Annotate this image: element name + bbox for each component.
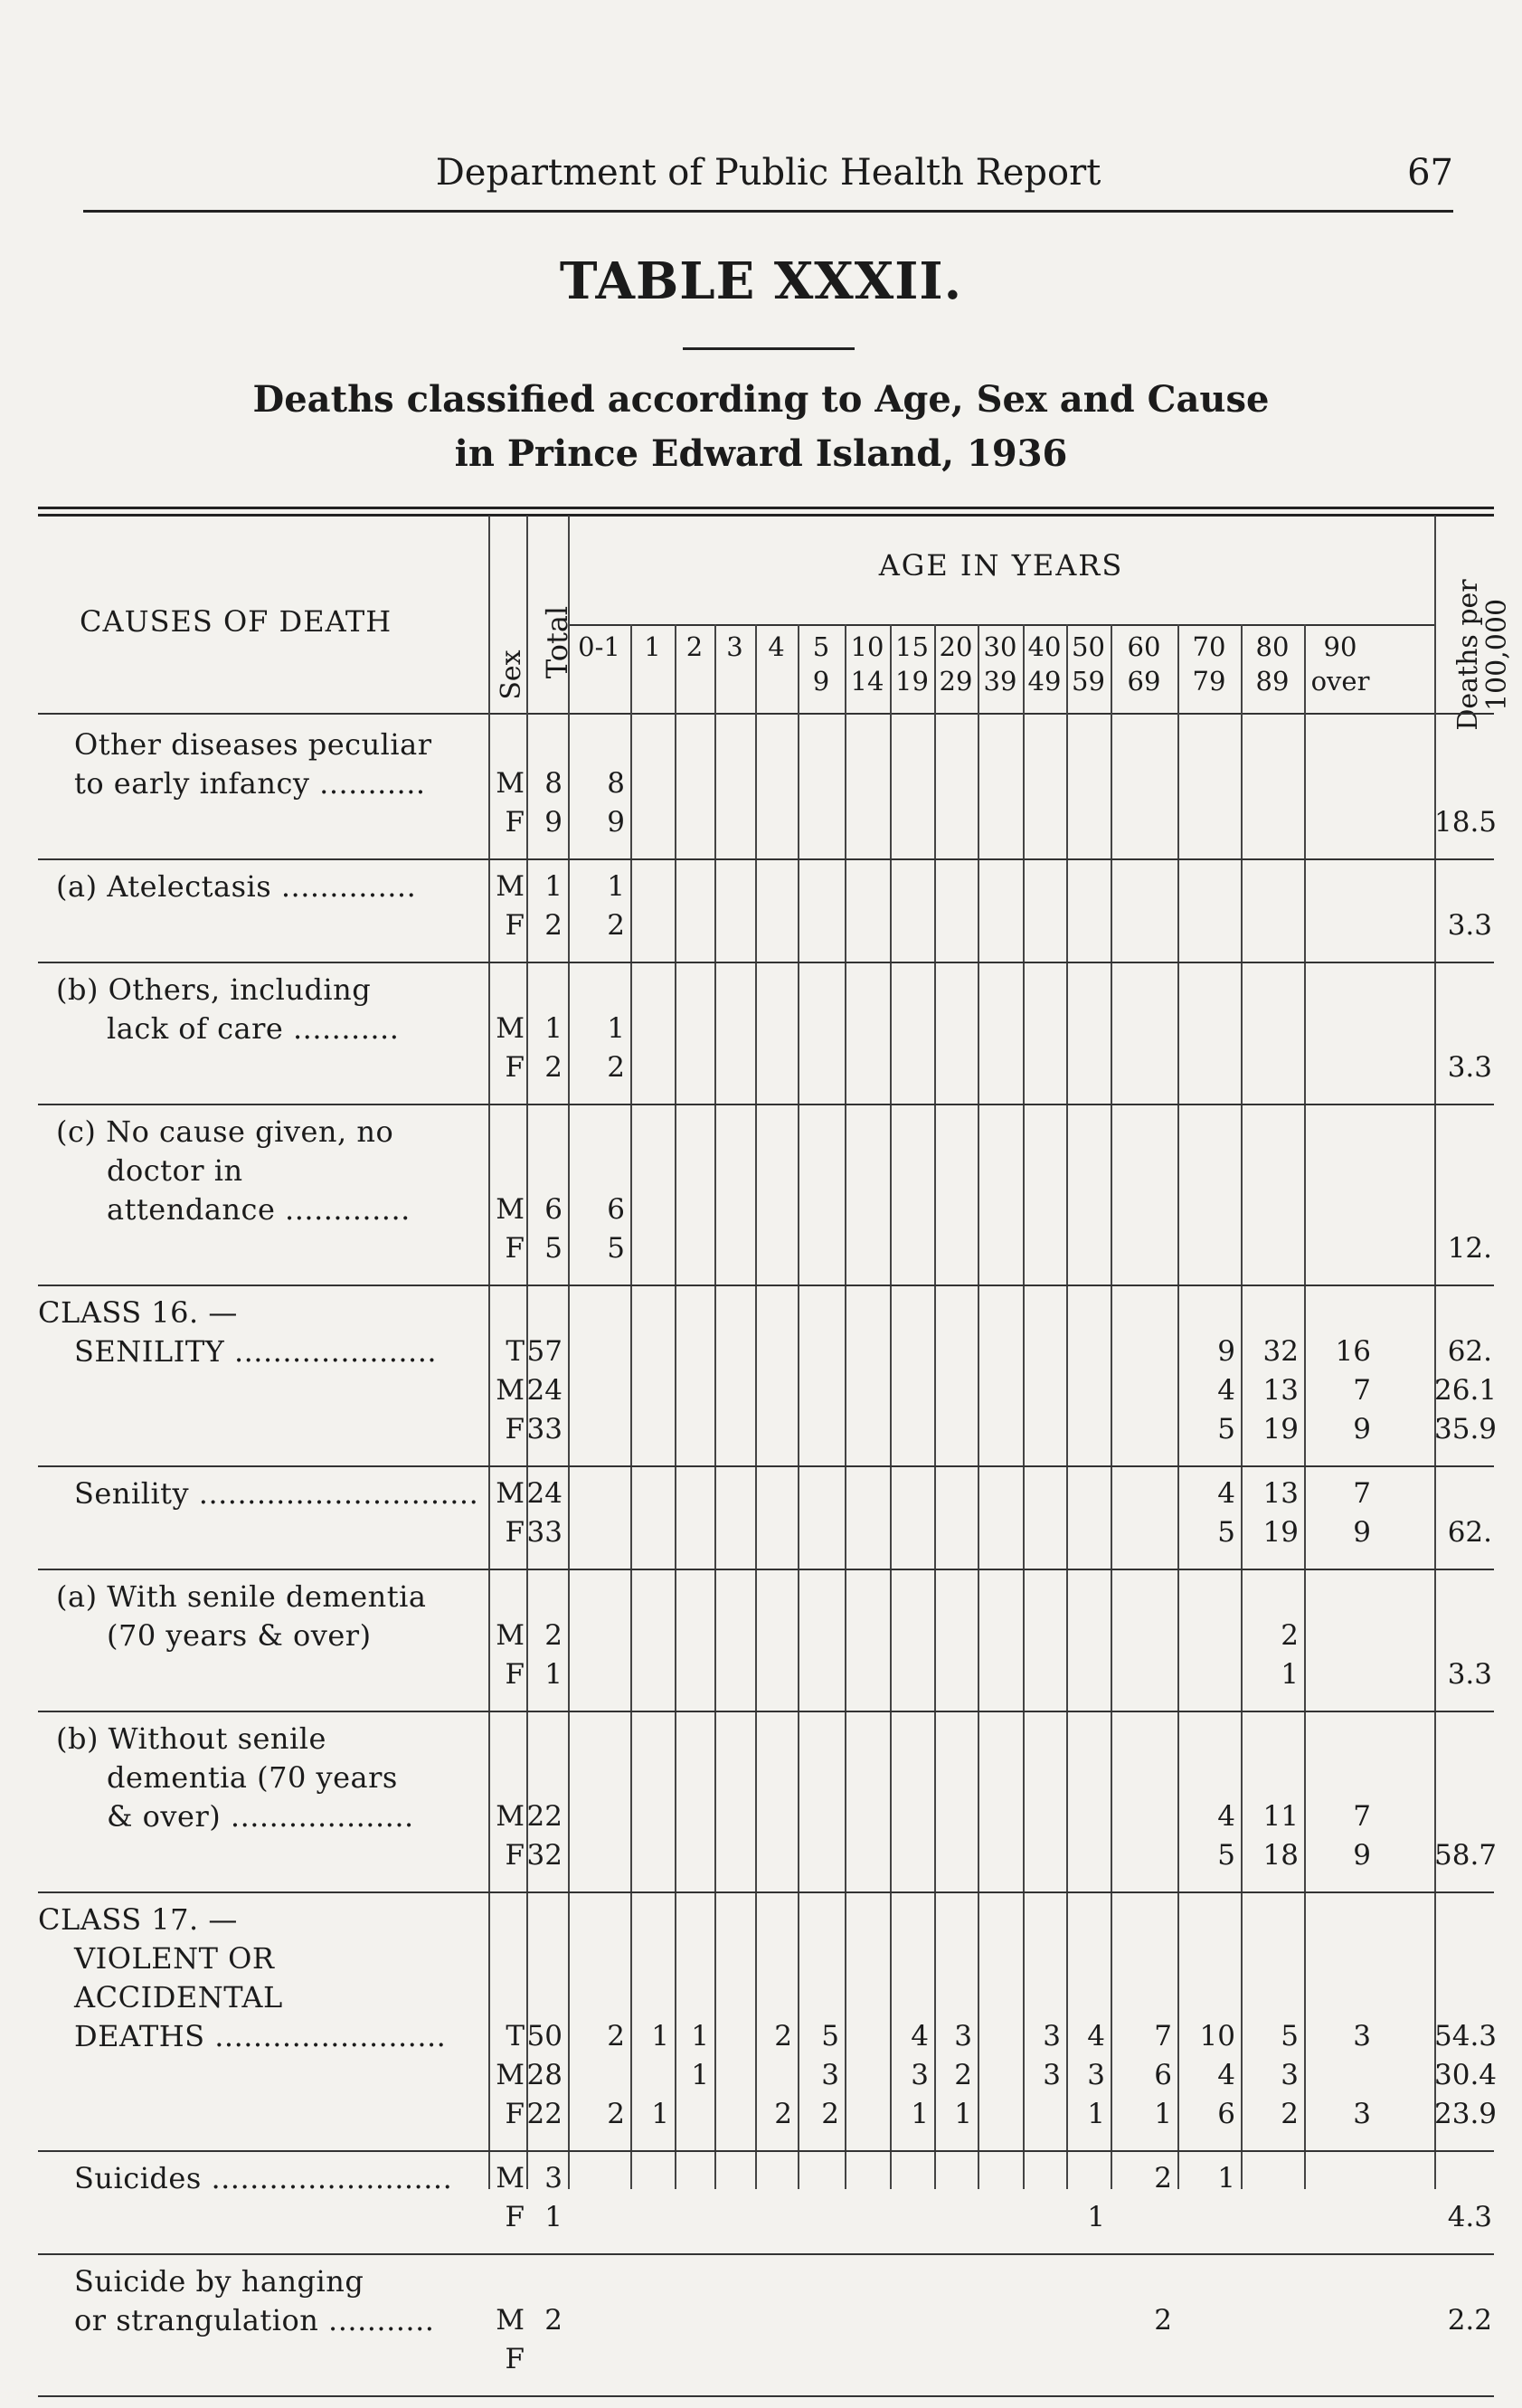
rate-header-line2: 100,000 bbox=[1481, 598, 1513, 712]
column-rule bbox=[568, 516, 570, 2189]
age-count: 3 bbox=[1043, 2020, 1061, 2052]
header-bottom-rule bbox=[38, 713, 1494, 715]
sex-code: F bbox=[505, 2343, 525, 2375]
age-group-header-lower: 39 bbox=[983, 666, 1017, 697]
age-count: 9 bbox=[1217, 1335, 1235, 1368]
age-count: 19 bbox=[1262, 1413, 1299, 1446]
age-group-header: 80 bbox=[1255, 631, 1290, 662]
sex-code: F bbox=[505, 1658, 525, 1691]
age-count: 1 bbox=[651, 2098, 669, 2130]
group-rule bbox=[38, 1465, 1494, 1467]
age-group-header-lower: 69 bbox=[1127, 666, 1161, 697]
age-count: 4 bbox=[1217, 1477, 1235, 1510]
total-value: 9 bbox=[544, 806, 562, 839]
death-rate: 30.4 bbox=[1434, 2059, 1498, 2091]
death-rate: 23.9 bbox=[1434, 2098, 1498, 2130]
age-count: 9 bbox=[607, 806, 625, 839]
sex-code: T bbox=[506, 1335, 525, 1368]
age-count: 1 bbox=[1087, 2201, 1105, 2233]
total-value: 32 bbox=[526, 1839, 562, 1872]
sex-code: F bbox=[505, 806, 525, 839]
cause-label: (b) Without senile bbox=[56, 1721, 326, 1756]
group-rule bbox=[38, 1569, 1494, 1570]
age-count: 3 bbox=[1043, 2059, 1061, 2091]
age-count: 1 bbox=[651, 2020, 669, 2052]
cause-label: CLASS 17. — bbox=[38, 1902, 238, 1937]
age-group-header: 3 bbox=[726, 631, 743, 662]
cause-label: Senility ............................. bbox=[74, 1476, 479, 1511]
age-count: 1 bbox=[691, 2059, 709, 2091]
sex-code: M bbox=[496, 2059, 525, 2091]
death-rate: 3.3 bbox=[1447, 909, 1492, 942]
age-count: 9 bbox=[1353, 1839, 1371, 1872]
age-count: 1 bbox=[1087, 2098, 1105, 2130]
sex-code: F bbox=[505, 2201, 525, 2233]
age-group-header: 0-1 bbox=[578, 631, 620, 662]
sex-code: M bbox=[496, 2162, 525, 2195]
sex-code: M bbox=[496, 1012, 525, 1045]
age-count: 3 bbox=[954, 2020, 972, 2052]
age-count: 2 bbox=[1281, 1619, 1299, 1652]
age-count: 18 bbox=[1262, 1839, 1299, 1872]
age-group-header-lower: 9 bbox=[812, 666, 830, 697]
sex-code: M bbox=[496, 2304, 525, 2337]
cause-label: (70 years & over) bbox=[107, 1618, 372, 1653]
causes-header: CAUSES OF DEATH bbox=[80, 604, 392, 639]
age-count: 11 bbox=[1262, 1800, 1299, 1833]
total-value: 3 bbox=[544, 2162, 562, 2195]
age-group-header-lower: 29 bbox=[939, 666, 973, 697]
deaths-per-100000-header bbox=[1454, 546, 1512, 763]
sex-code: F bbox=[505, 2098, 525, 2130]
cause-label: DEATHS ........................ bbox=[74, 2019, 447, 2053]
total-value: 33 bbox=[526, 1516, 562, 1549]
age-group-header: 50 bbox=[1072, 631, 1105, 662]
deaths-table bbox=[38, 507, 1513, 2375]
cause-label: CLASS 16. — bbox=[38, 1295, 238, 1330]
age-count: 1 bbox=[607, 870, 625, 903]
group-rule bbox=[38, 1104, 1494, 1105]
total-value: 6 bbox=[544, 1193, 562, 1226]
age-group-header: 15 bbox=[895, 631, 929, 662]
age-group-header-lower: over bbox=[1310, 666, 1370, 697]
total-value: 2 bbox=[544, 1051, 562, 1084]
age-count: 5 bbox=[1217, 1839, 1235, 1872]
total-value: 1 bbox=[544, 870, 562, 903]
age-group-header: 70 bbox=[1192, 631, 1226, 662]
page-number: 67 bbox=[1407, 152, 1453, 194]
age-count: 4 bbox=[1087, 2020, 1105, 2052]
total-value: 2 bbox=[544, 909, 562, 942]
age-count: 7 bbox=[1353, 1800, 1371, 1833]
age-count: 16 bbox=[1335, 1335, 1371, 1368]
age-count: 3 bbox=[911, 2059, 929, 2091]
group-rule bbox=[38, 1891, 1494, 1893]
cause-label: & over) ................... bbox=[107, 1799, 414, 1834]
age-count: 2 bbox=[954, 2059, 972, 2091]
age-count: 3 bbox=[1353, 2098, 1371, 2130]
group-rule bbox=[38, 2395, 1494, 2397]
age-count: 2 bbox=[774, 2020, 792, 2052]
age-group-header: 60 bbox=[1127, 631, 1161, 662]
age-count: 1 bbox=[954, 2098, 972, 2130]
total-value: 28 bbox=[526, 2059, 562, 2091]
age-count: 6 bbox=[1154, 2059, 1172, 2091]
table-title: TABLE XXXII. bbox=[559, 251, 963, 311]
age-group-header-lower: 49 bbox=[1027, 666, 1062, 697]
death-rate: 3.3 bbox=[1447, 1051, 1492, 1084]
group-rule bbox=[38, 2253, 1494, 2255]
sex-code: F bbox=[505, 909, 525, 942]
death-rate: 62. bbox=[1447, 1516, 1492, 1549]
death-rate: 2.2 bbox=[1447, 2304, 1492, 2337]
age-group-header: 1 bbox=[644, 631, 661, 662]
age-count: 1 bbox=[1281, 1658, 1299, 1691]
age-count: 1 bbox=[1154, 2098, 1172, 2130]
age-count: 2 bbox=[1281, 2098, 1299, 2130]
age-group-header-lower: 89 bbox=[1255, 666, 1290, 697]
age-count: 3 bbox=[1087, 2059, 1105, 2091]
cause-label: to early infancy ........... bbox=[74, 766, 426, 801]
sex-code: F bbox=[505, 1413, 525, 1446]
death-rate: 18.5 bbox=[1434, 806, 1498, 839]
age-group-header: 20 bbox=[939, 631, 973, 662]
age-count: 6 bbox=[607, 1193, 625, 1226]
age-count: 2 bbox=[607, 2020, 625, 2052]
age-group-header: 40 bbox=[1027, 631, 1062, 662]
death-rate: 12. bbox=[1447, 1232, 1492, 1265]
death-rate: 35.9 bbox=[1434, 1413, 1498, 1446]
age-count: 1 bbox=[607, 1012, 625, 1045]
age-group-header: 2 bbox=[685, 631, 704, 662]
total-value: 1 bbox=[544, 2201, 562, 2233]
table-top-rule bbox=[38, 507, 1494, 509]
cause-label: Suicide by hanging bbox=[74, 2264, 364, 2299]
age-count: 2 bbox=[821, 2098, 839, 2130]
age-in-years-header: AGE IN YEARS bbox=[878, 548, 1124, 583]
age-count: 4 bbox=[911, 2020, 929, 2052]
age-count: 7 bbox=[1353, 1477, 1371, 1510]
report-title: Department of Public Health Report bbox=[435, 152, 1101, 194]
age-count: 10 bbox=[1199, 2020, 1235, 2052]
age-count: 8 bbox=[607, 767, 625, 800]
age-group-header-lower: 59 bbox=[1072, 666, 1105, 697]
group-rule bbox=[38, 1285, 1494, 1286]
cause-label: attendance ............. bbox=[107, 1192, 411, 1227]
death-rate: 4.3 bbox=[1447, 2201, 1492, 2233]
age-count: 32 bbox=[1262, 1335, 1299, 1368]
running-header bbox=[83, 145, 1453, 213]
rate-header-line1: Deaths per bbox=[1452, 579, 1484, 731]
cause-label: Suicides ......................... bbox=[74, 2161, 453, 2195]
age-count: 7 bbox=[1154, 2020, 1172, 2052]
age-count: 2 bbox=[607, 909, 625, 942]
age-count: 5 bbox=[1281, 2020, 1299, 2052]
age-group-header-lower: 14 bbox=[850, 666, 884, 697]
age-count: 5 bbox=[1217, 1413, 1235, 1446]
age-count: 2 bbox=[1154, 2304, 1172, 2337]
total-value: 8 bbox=[544, 767, 562, 800]
title-rule bbox=[683, 347, 855, 350]
sex-code: F bbox=[505, 1839, 525, 1872]
age-count: 5 bbox=[1217, 1516, 1235, 1549]
age-count: 3 bbox=[821, 2059, 839, 2091]
total-value: 24 bbox=[526, 1374, 562, 1407]
sex-code: M bbox=[496, 1374, 525, 1407]
age-count: 4 bbox=[1217, 1800, 1235, 1833]
total-value: 2 bbox=[544, 1619, 562, 1652]
age-count: 9 bbox=[1353, 1413, 1371, 1446]
age-group-header-lower: 79 bbox=[1192, 666, 1226, 697]
table-subtitle: Deaths classified according to Age, Sex and Cause bbox=[252, 378, 1270, 421]
age-count: 19 bbox=[1262, 1516, 1299, 1549]
cause-label: SENILITY ..................... bbox=[74, 1334, 438, 1369]
group-rule bbox=[38, 858, 1494, 860]
cause-label: (c) No cause given, no bbox=[56, 1114, 394, 1149]
age-count: 1 bbox=[691, 2020, 709, 2052]
total-header: Total bbox=[540, 605, 574, 679]
age-count: 3 bbox=[1281, 2059, 1299, 2091]
sex-code: M bbox=[496, 1193, 525, 1226]
sex-code: F bbox=[505, 1232, 525, 1265]
age-group-header: 10 bbox=[850, 631, 884, 662]
age-count: 4 bbox=[1217, 1374, 1235, 1407]
age-count: 13 bbox=[1262, 1374, 1299, 1407]
total-value: 50 bbox=[526, 2020, 562, 2052]
age-group-header-lower: 19 bbox=[895, 666, 929, 697]
age-group-header: 30 bbox=[983, 631, 1017, 662]
sex-code: M bbox=[496, 1619, 525, 1652]
age-group-header: 4 bbox=[768, 631, 785, 662]
group-rule bbox=[38, 2150, 1494, 2152]
sex-code: M bbox=[496, 767, 525, 800]
age-count: 2 bbox=[607, 1051, 625, 1084]
sex-code: M bbox=[496, 1477, 525, 1510]
cause-label: (a) With senile dementia bbox=[56, 1579, 427, 1614]
cause-label: lack of care ........... bbox=[107, 1011, 400, 1046]
death-rate: 26.1 bbox=[1434, 1374, 1498, 1407]
cause-label: (a) Atelectasis .............. bbox=[56, 869, 417, 904]
death-rate: 58.7 bbox=[1434, 1839, 1498, 1872]
age-count: 6 bbox=[1217, 2098, 1235, 2130]
cause-label: Other diseases peculiar bbox=[74, 727, 432, 762]
age-count: 2 bbox=[607, 2098, 625, 2130]
death-rate: 62. bbox=[1447, 1335, 1492, 1368]
age-count: 5 bbox=[821, 2020, 839, 2052]
sex-code: M bbox=[496, 870, 525, 903]
total-value: 1 bbox=[544, 1012, 562, 1045]
group-rule bbox=[38, 962, 1494, 963]
total-value: 24 bbox=[526, 1477, 562, 1510]
total-value: 2 bbox=[544, 2304, 562, 2337]
cause-label: dementia (70 years bbox=[107, 1760, 398, 1795]
death-rate: 54.3 bbox=[1434, 2020, 1498, 2052]
age-count: 1 bbox=[911, 2098, 929, 2130]
total-value: 33 bbox=[526, 1413, 562, 1446]
cause-label: (b) Others, including bbox=[56, 972, 372, 1007]
age-count: 2 bbox=[774, 2098, 792, 2130]
age-count: 1 bbox=[1217, 2162, 1235, 2195]
sex-code: M bbox=[496, 1800, 525, 1833]
sex-code: T bbox=[506, 2020, 525, 2052]
age-group-header: 90 bbox=[1323, 631, 1357, 662]
age-count: 13 bbox=[1262, 1477, 1299, 1510]
total-value: 5 bbox=[544, 1232, 562, 1265]
cause-label: doctor in bbox=[107, 1153, 243, 1188]
cause-label: VIOLENT OR bbox=[74, 1941, 275, 1976]
cause-label: or strangulation ........... bbox=[74, 2303, 435, 2337]
total-value: 22 bbox=[526, 2098, 562, 2130]
age-count: 7 bbox=[1353, 1374, 1371, 1407]
sex-header: Sex bbox=[496, 649, 527, 700]
death-rate: 3.3 bbox=[1447, 1658, 1492, 1691]
age-count: 5 bbox=[607, 1232, 625, 1265]
age-count: 3 bbox=[1353, 2020, 1371, 2052]
age-count: 4 bbox=[1217, 2059, 1235, 2091]
age-group-header: 5 bbox=[812, 631, 830, 662]
table-top-rule bbox=[38, 514, 1494, 517]
total-value: 1 bbox=[544, 1658, 562, 1691]
total-value: 57 bbox=[526, 1335, 562, 1368]
sex-code: F bbox=[505, 1516, 525, 1549]
total-value: 22 bbox=[526, 1800, 562, 1833]
group-rule bbox=[38, 1711, 1494, 1712]
sex-code: F bbox=[505, 1051, 525, 1084]
age-count: 2 bbox=[1154, 2162, 1172, 2195]
table-subtitle-line2: in Prince Edward Island, 1936 bbox=[454, 432, 1068, 475]
age-count: 9 bbox=[1353, 1516, 1371, 1549]
cause-label: ACCIDENTAL bbox=[74, 1980, 283, 2015]
